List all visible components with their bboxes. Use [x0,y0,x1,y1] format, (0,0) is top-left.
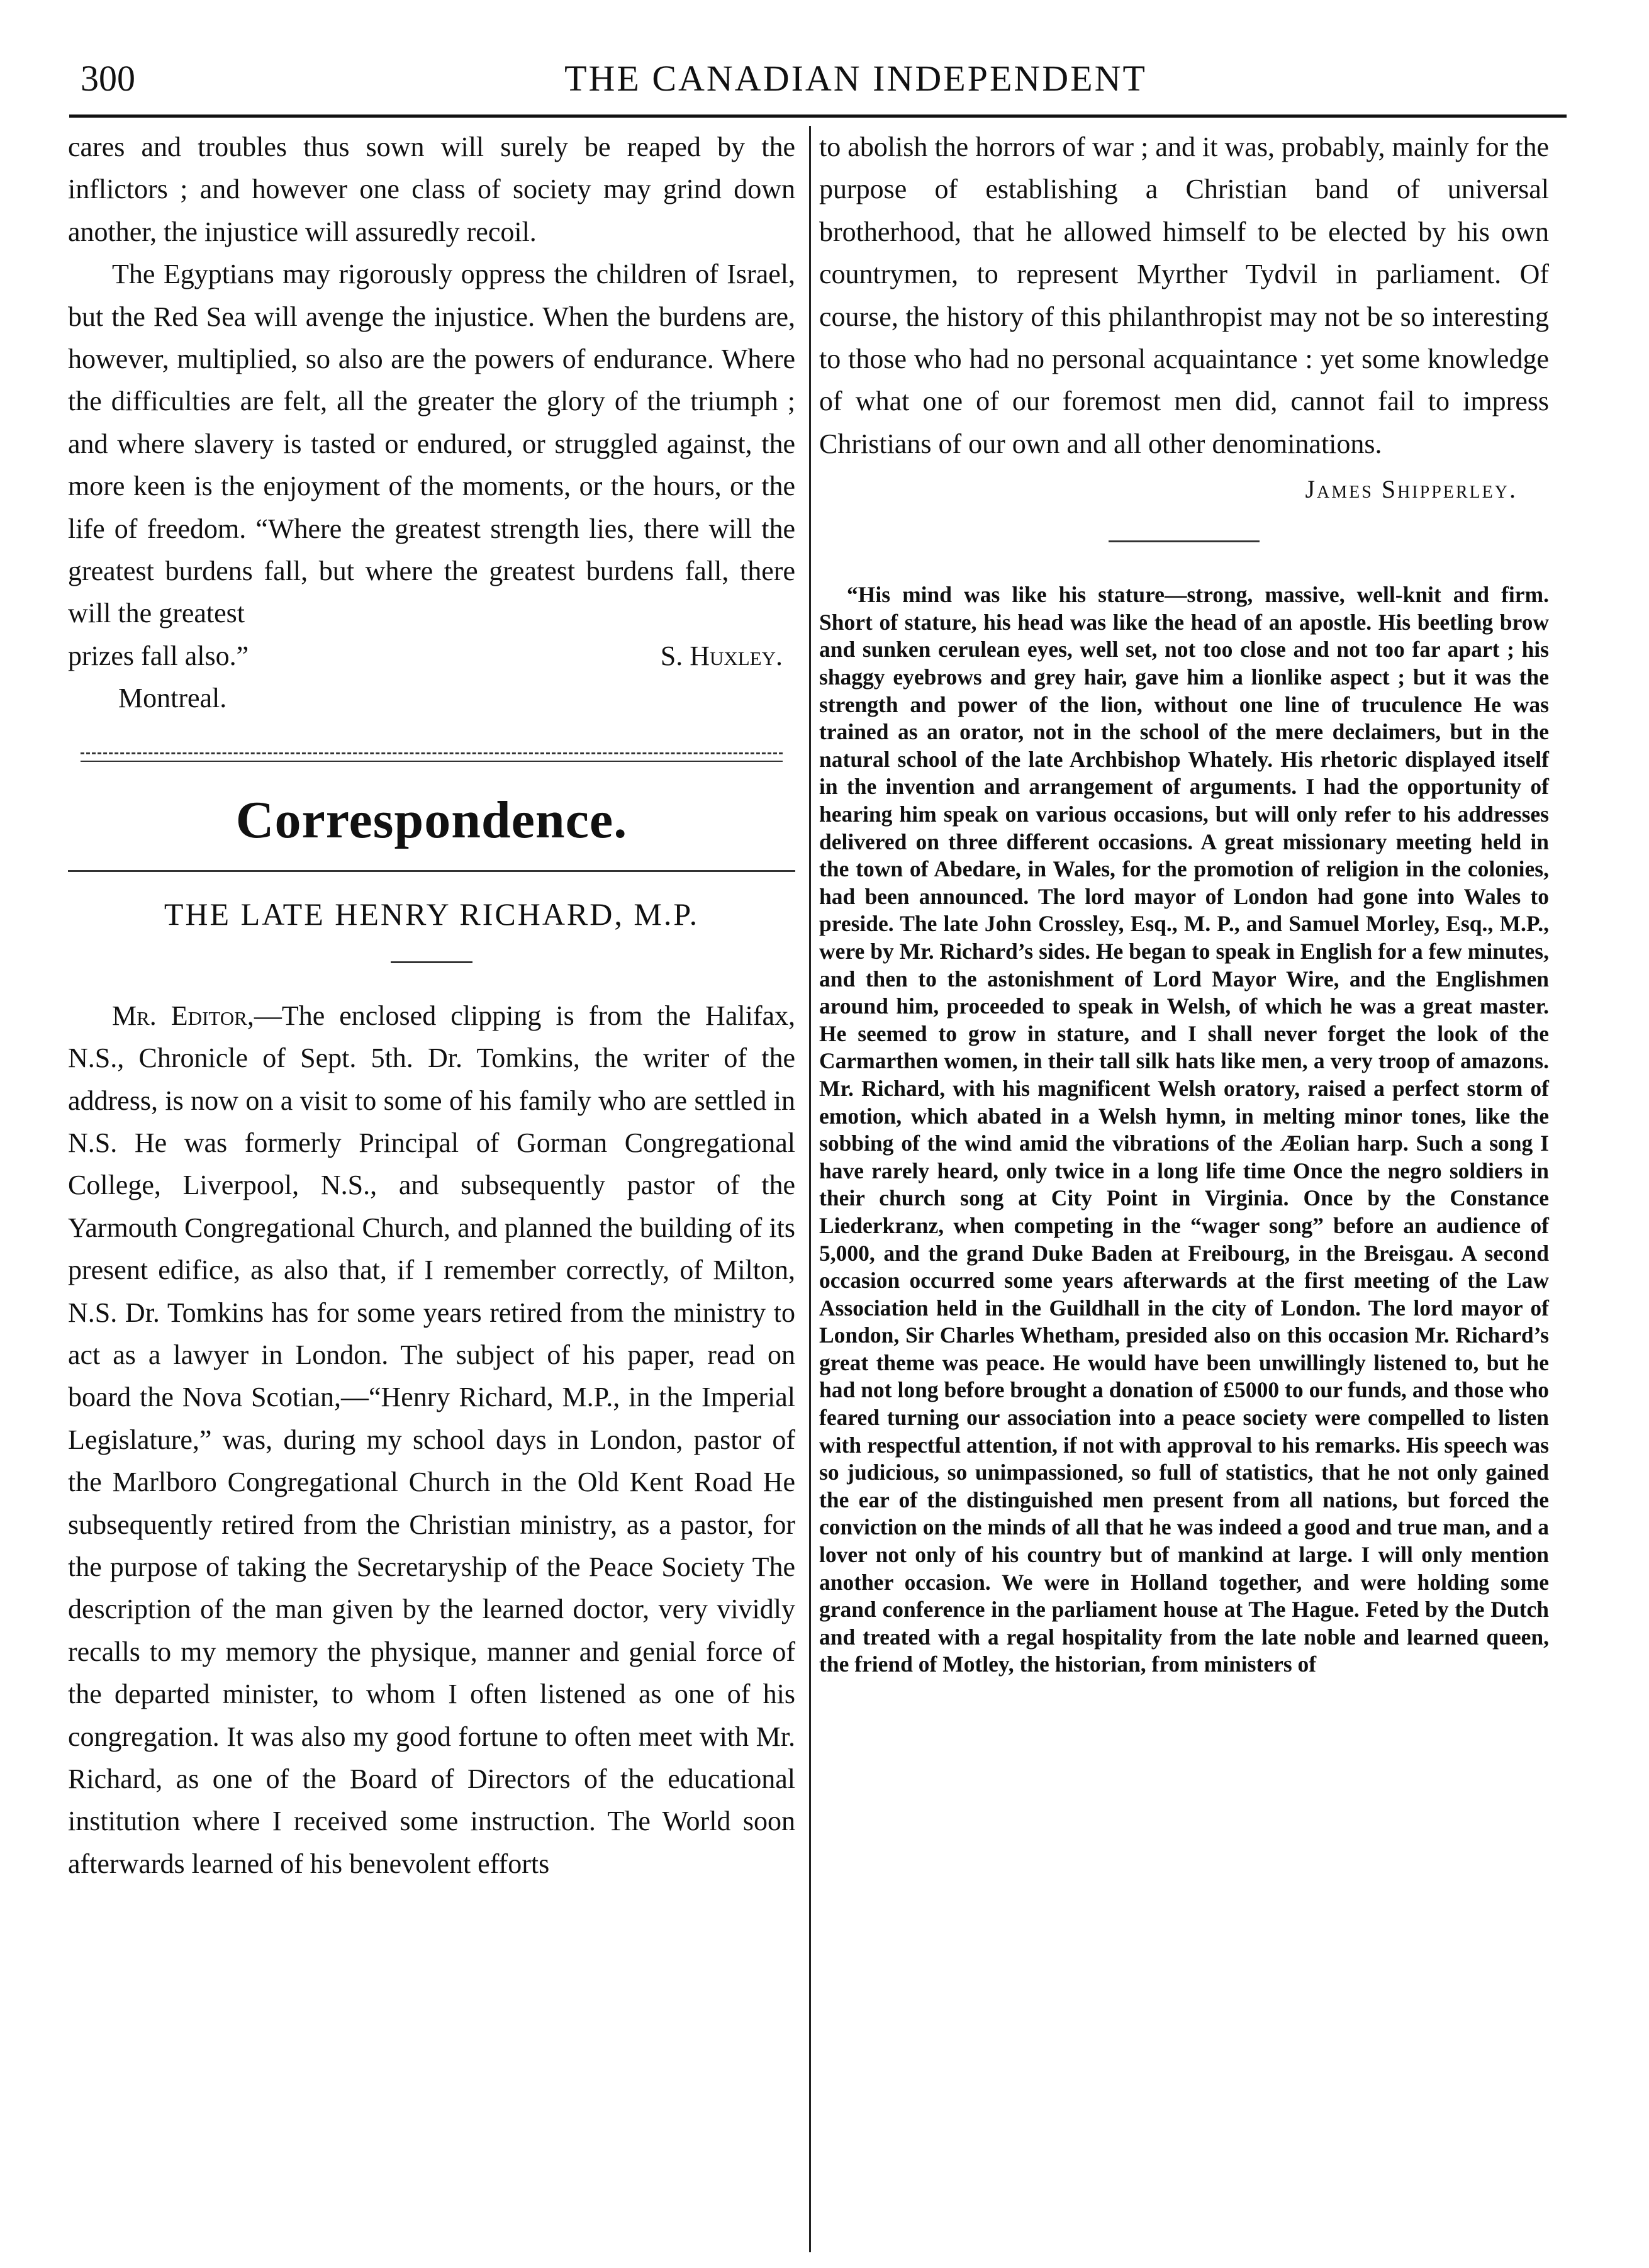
heading-rule [68,870,795,872]
paragraph-continued-right: to abolish the horrors of war ; and it was, probably, mainly for the purpose of establishing a Christian band of universal brotherhood, that he allowed himself to be elected by his own countrymen, to represent Myrther Tydvil in parliament. Of course, the history of this philanthropist may not be so interesting to those who had no personal acquaintance : yet some knowledge of what one of our foremost men did, cannot fail to impress Christians of our own and all other denominations. [819,131,1549,459]
newspaper-clipping: “His mind was like his stature—strong, massive, well-knit and firm. Short of stature, his head was like the head of an apostle. His beetling brow and sunken cerulean eyes, well set, not too close and not too far apart ; his shaggy eyebrows and grey hair, gave him a lionlike aspect ; but it was the strength and power of the lion, without one line of truculence He was trained as an orator, not in the school of the mere declaimers, but in the natural school of the late Archbishop Whately. His rhetoric displayed itself in the invention and arrangement of arguments. I had the opportunity of hearing him speak on various occasions, but will only refer to his addresses delivered on three different occasions. A great missionary meeting held in the town of Abedare, in Wales, for the promotion of religion in the colonies, had been announced. The lord mayor of London had gone into Wales to preside. The late John Crossley, Esq., M. P., and Samuel Morley, Esq., M.P., were by Mr. Richard’s sides. He began to speak in English for a few minutes, and then to the astonishment of Lord Mayor Wire, and the Englishmen around him, proceeded to speak in Welsh, of which he was a great master. He seemed to grow in stature, and I shall never forget the look of the Carmarthen women, in their tall silk hats like men, a very troop of amazons. Mr. Richard, with his magnificent Welsh oratory, raised a perfect storm of emotion, which abated in a Welsh hymn, in melting minor tones, like the sobbing of the wind amid the vibrations of the Æolian harp. Such a song I have rarely heard, only twice in a long life time Once the negro soldiers in their church song at City Point in Virginia. Once by the Constance Liederkranz, when competing in the “wager song” before an audience of 5,000, and the grand Duke Baden at Freibourg, in the Breisgau. A second occasion occurred some years afterwards at the first meeting of the Law Association held in the Guildhall in the city of London. The lord mayor of London, Sir Charles Whetham, presided also on this occasion Mr. Richard’s great theme was peace. He would have been unwillingly listened to, but he had not long before brought a donation of £5000 to our funds, and those who feared turning our association into a peace society were compelled to listen with respectful attention, if not with approval to his remarks. His speech was so judicious, so unimpassioned, so full of statistics, that he not only gained the ear of the distinguished men present from all nations, but forced the conviction on the minds of all that he was indeed a good and true man, and a lover not only of his country but of mankind at large. I will only mention another occasion. We were in Holland together, and were holding some grand conference in the parliament house at The Hague. Feted by the Dutch and treated with a regal hospitality from the late noble and learned queen, the friend of Motley, the historian, from ministers of [819,582,1549,1677]
header-rule [69,115,1567,118]
clipping-divider [1109,540,1260,542]
paragraph-egyptians: The Egyptians may rigorously oppress the children of Israel, but the Red Sea will avenge the injustice. When the burdens are, however, multiplied, so also are the powers of endurance. Where the difficulties are felt, all the greater the glory of the triumph ; and where slavery is tasted or endured, or struggled against, the more keen is the enjoyment of the moments, or the hours, or the life of freedom. “Where the greatest strength lies, there will the greatest burdens fall, but where the greatest burdens fall, there will the greatest [68,259,795,629]
author-signature: S. Huxley. [660,640,783,671]
section-divider-dashed [81,752,783,754]
section-divider-line [81,761,783,762]
closing-quote-text: prizes fall also.” [68,640,249,671]
section-heading: Correspondence. [235,790,628,849]
letter-body [68,995,795,1885]
page-number: 300 [81,58,135,99]
article-title: THE LATE HENRY RICHARD, M.P. [164,896,700,932]
running-title: THE CANADIAN INDEPENDENT [564,58,1147,99]
right-column [819,126,1549,1679]
column-divider [809,126,811,2252]
title-underline [391,961,472,963]
dateline-place: Montreal. [118,683,227,714]
letter-signature: James Shipperley. [1305,475,1518,504]
closing-line [68,635,795,677]
paragraph-continued: cares and troubles thus sown will surely be reaped by the inflictors ; and however one class of society may grind down another, the injustice will assuredly recoil. [68,131,795,247]
left-column [68,126,795,1885]
letter-text: —The enclosed clipping is from the Halifax, N.S., Chronicle of Sept. 5th. Dr. Tomkins, the writer of the address, is now on a visit to some of his family who are settled in N.S. He was formerly Principal of Gorman Congregational College, Liverpool, N.S., and subsequently pastor of the Yarmouth Congregational Church, and planned the building of its present edifice, as also that, if I remember correctly, of Milton, N.S. Dr. Tomkins has for some years retired from the ministry to act as a lawyer in London. The subject of his paper, read on board the Nova Scotian,—“Henry Richard, M.P., in the Imperial Legislature,” was, during my school days in London, pastor of the Marlboro Congregational Church in the Old Kent Road He subsequently retired from the Christian ministry, as a pastor, for the purpose of taking the Secretaryship of the Peace Society The description of the man given by the learned doctor, very vividly recalls to my memory the physique, manner and genial force of the departed minister, to whom I often listened as one of his congregation. It was also my good fortune to often meet with Mr. Richard, as one of the Board of Directors of the educational institution where I received some instruction. The World soon afterwards learned of his benevolent efforts [68,1000,795,1879]
salutation: Mr. Editor, [112,1000,254,1031]
